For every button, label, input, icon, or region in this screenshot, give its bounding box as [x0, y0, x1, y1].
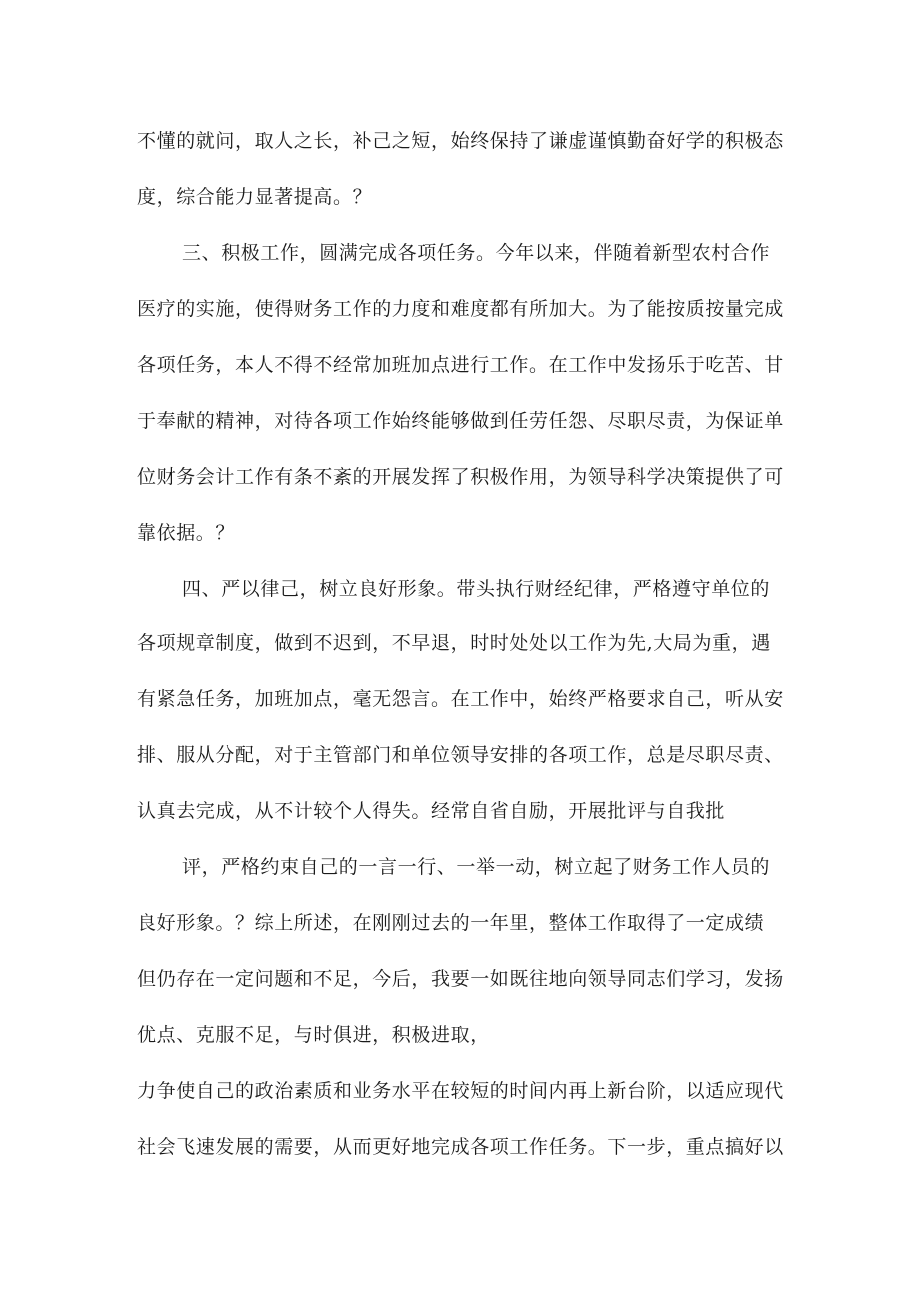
text-line-18: 力争使自己的政治素质和业务水平在较短的时间内再上新台阶，以适应现代: [137, 1080, 784, 1102]
text-line-2: 度，综合能力显著提高。？: [137, 186, 373, 208]
text-line-11: 有紧急任务，加班加点，毫无怨言。在工作中，始终严格要求自己，听从安: [137, 688, 784, 710]
text-line-1: 不懂的就问，取人之长，补己之短，始终保持了谦虚谨慎勤奋好学的积极态: [137, 130, 784, 152]
text-line-6: 于奉献的精神，对待各项工作始终能够做到任劳任怨、尽职尽责，为保证单: [137, 410, 784, 432]
text-line-9: 四、严以律己，树立良好形象。带头执行财经纪律，严格遵守单位的: [182, 578, 771, 600]
text-line-5: 各项任务，本人不得不经常加班加点进行工作。在工作中发扬乐于吃苦、甘: [137, 354, 784, 376]
text-line-16: 但仍存在一定问题和不足，今后，我要一如既往地向领导同志们学习，发扬: [137, 968, 784, 990]
text-line-15: 良好形象。？综上所述，在刚刚过去的一年里，整体工作取得了一定成绩: [137, 912, 765, 934]
text-line-10: 各项规章制度，做到不迟到，不早退，时时处处以工作为先,大局为重，遇: [137, 632, 771, 654]
text-line-17: 优点、克服不足，与时俱进，积极进取，: [137, 1024, 490, 1046]
text-line-14: 评，严格约束自己的一言一行、一举一动，树立起了财务工作人员的: [182, 856, 771, 878]
text-line-8: 靠依据。？: [137, 522, 236, 544]
text-line-3: 三、积极工作，圆满完成各项任务。今年以来，伴随着新型农村合作: [182, 242, 771, 264]
text-line-13: 认真去完成，从不计较个人得失。经常自省自励，开展批评与自我批: [137, 800, 726, 822]
text-line-12: 排、服从分配，对于主管部门和单位领导安排的各项工作，总是尽职尽责、: [137, 744, 784, 766]
text-line-7: 位财务会计工作有条不紊的开展发挥了积极作用，为领导科学决策提供了可: [137, 466, 784, 488]
text-line-19: 社会飞速发展的需要，从而更好地完成各项工作任务。下一步，重点搞好以: [137, 1136, 784, 1158]
text-line-4: 医疗的实施，使得财务工作的力度和难度都有所加大。为了能按质按量完成: [137, 298, 784, 320]
